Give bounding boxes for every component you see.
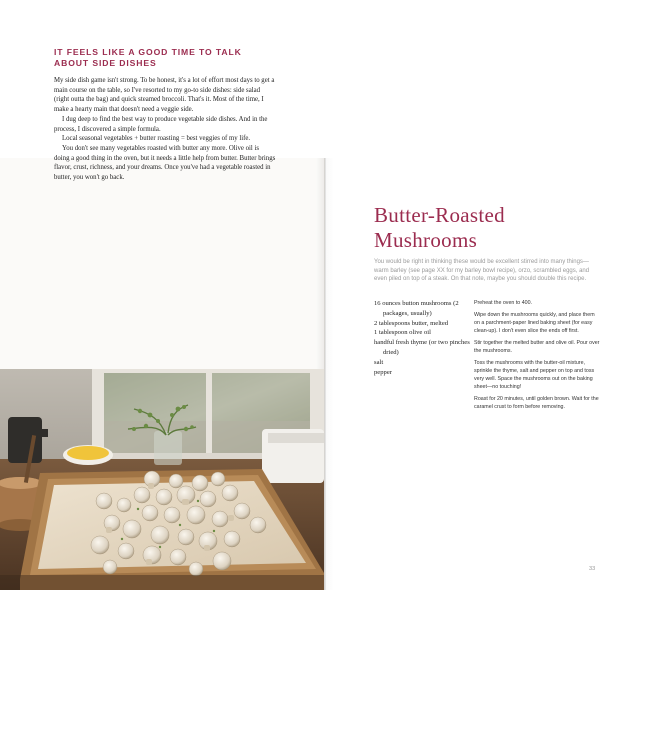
intro-paragraph: I dug deep to find the best way to produce vegetable side dishes. And in the process, I discovered a simple formula.: [54, 115, 268, 133]
ingredient-item: handful fresh thyme (or two pinches dried): [374, 339, 470, 356]
recipe-intro: You would be right in thinking these would be excellent stirred into many things—warm barley (see page XX for my barley bowl recipe), orzo, scrambled eggs, and even piled on top of a steak. On that note, maybe you should double this recipe.: [374, 259, 590, 283]
recipe-title: [374, 203, 614, 253]
intro-text: [54, 76, 276, 183]
intro-paragraph: You don't see many vegetables roasted with butter any more. Olive oil is doing a good thing in the oven, but it needs a little help from butter. Butter brings flavor, crust, richness, and your dreams. Once you've had a vegetable roasted in butter, you won't go back.: [54, 144, 276, 182]
mushroom-photo: [0, 369, 324, 590]
ingredient-item: salt: [374, 358, 384, 366]
section-heading: IT FEELS LIKE A GOOD TIME TO TALK ABOUT SIDE DISHES: [54, 47, 242, 68]
recipe-title-line: Butter-Roasted: [374, 203, 505, 227]
mushroom-photo-image: [0, 369, 324, 590]
intro-paragraph: Local seasonal vegetables + butter roasting = best veggies of my life.: [62, 135, 251, 143]
method-step: Stir together the melted butter and olive oil. Pour over the mushrooms.: [474, 340, 600, 354]
page-number: 33: [589, 566, 596, 572]
ingredient-item: 2 tablespoons butter, melted: [374, 319, 449, 327]
method-step: Preheat the oven to 400.: [474, 300, 533, 306]
ingredient-item: 16 ounces button mushrooms (2 packages, usually): [374, 300, 459, 317]
intro-paragraph: My side dish game isn't strong. To be honest, it's a lot of effort most days to get a main course on the table, so I've resorted to my go-to side dishes: side salad (right outta the bag) and quick steamed broccoli. That's it. Most of the time, I make a hearty main that doesn't need a veggie side.: [54, 77, 275, 114]
method-step: Toss the mushrooms with the butter-oil mixture, sprinkle the thyme, salt and pepper on top and toss very well. Space the mushrooms out on the baking sheet—no touching!: [474, 360, 595, 390]
method-step: Wipe down the mushrooms quickly, and place them on a parchment-paper lined baking sheet (for easy clean-up). I don't even slice the ends off first.: [474, 312, 595, 334]
ingredient-item: pepper: [374, 368, 392, 376]
ingredient-item: 1 tablespoon olive oil: [374, 329, 431, 337]
method-step: Roast for 20 minutes, until golden brown. Wait for the caramel crust to form before removing.: [474, 395, 599, 410]
method-steps: [474, 300, 600, 416]
ingredients-list: [374, 299, 472, 377]
recipe-title-line: Mushrooms: [374, 228, 478, 252]
